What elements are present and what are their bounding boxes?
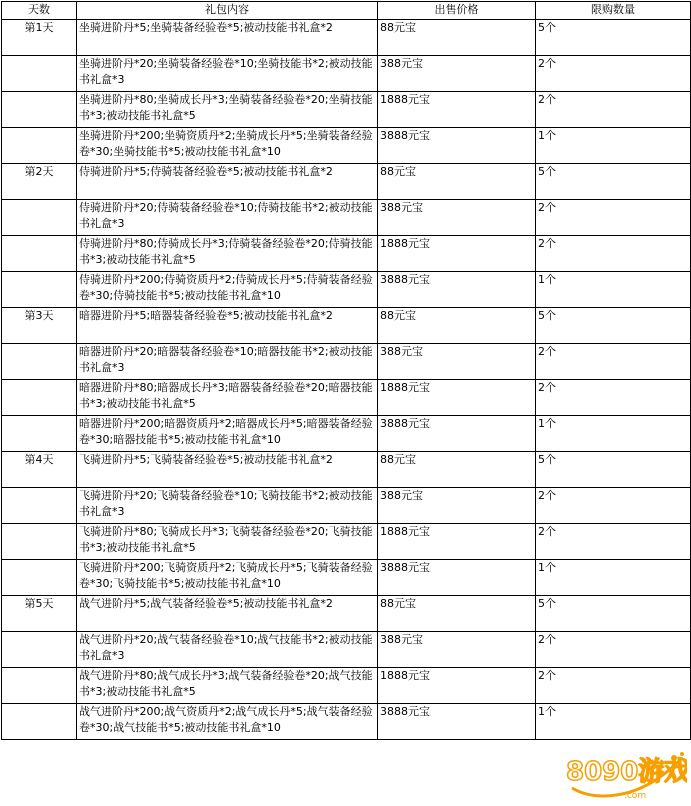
content-cell: 战气进阶丹*20;战气装备经验卷*10;战气技能书*2;被动技能书礼盒*3: [77, 632, 378, 668]
price-cell: 88元宝: [378, 452, 536, 488]
day-cell: [2, 128, 77, 164]
watermark-site-text: .com: [624, 791, 647, 801]
content-cell: 暗器进阶丹*200;暗器资质丹*2;暗器成长丹*5;暗器装备经验卷*30;暗器技能书*5;被动技能书礼盒*10: [77, 416, 378, 452]
site-logo-watermark: [562, 748, 687, 802]
day-cell: [2, 632, 77, 668]
day-cell: [2, 560, 77, 596]
table-row: [2, 560, 691, 596]
table-row: [2, 632, 691, 668]
day-label: 第1天: [24, 21, 54, 34]
gift-package-table: [1, 1, 691, 740]
limit-cell: 1个: [536, 128, 691, 164]
day-label: 第5天: [24, 597, 54, 610]
content-cell: 坐骑进阶丹*20;坐骑装备经验卷*10;坐骑技能书*2;被动技能书礼盒*3: [77, 56, 378, 92]
table-row: [2, 596, 691, 632]
price-cell: 3888元宝: [378, 704, 536, 740]
price-cell: 88元宝: [378, 20, 536, 56]
table-row: [2, 56, 691, 92]
content-cell: 暗器进阶丹*5;暗器装备经验卷*5;被动技能书礼盒*2: [77, 308, 378, 344]
limit-cell: 5个: [536, 596, 691, 632]
limit-cell: 5个: [536, 452, 691, 488]
limit-cell: 2个: [536, 488, 691, 524]
price-cell: 388元宝: [378, 56, 536, 92]
day-cell: [2, 92, 77, 128]
table-row: [2, 20, 691, 56]
price-cell: 3888元宝: [378, 560, 536, 596]
limit-cell: 1个: [536, 560, 691, 596]
header-content: 礼包内容: [77, 2, 378, 20]
content-cell: 侍骑进阶丹*200;侍骑资质丹*2;侍骑成长丹*5;侍骑装备经验卷*30;侍骑技能书*5;被动技能书礼盒*10: [77, 272, 378, 308]
table-row: [2, 164, 691, 200]
day-label: 第2天: [24, 165, 54, 178]
day-cell: [2, 488, 77, 524]
day-cell: [2, 596, 77, 632]
content-cell: 侍骑进阶丹*5;侍骑装备经验卷*5;被动技能书礼盒*2: [77, 164, 378, 200]
content-cell: 飞骑进阶丹*80;飞骑成长丹*3;飞骑装备经验卷*20;飞骑技能书*3;被动技能书礼盒*5: [77, 524, 378, 560]
content-cell: 战气进阶丹*200;战气资质丹*2;战气成长丹*5;战气装备经验卷*30;战气技能书*5;被动技能书礼盒*10: [77, 704, 378, 740]
header-day: 天数: [2, 2, 77, 20]
table-row: [2, 524, 691, 560]
header-price: 出售价格: [378, 2, 536, 20]
table-row: [2, 344, 691, 380]
day-label: 第4天: [24, 453, 54, 466]
table-header-row: [2, 2, 691, 20]
table-row: [2, 200, 691, 236]
table-row: [2, 416, 691, 452]
table-row: [2, 128, 691, 164]
limit-cell: 2个: [536, 56, 691, 92]
limit-cell: 2个: [536, 200, 691, 236]
day-cell: [2, 308, 77, 344]
content-cell: 暗器进阶丹*80;暗器成长丹*3;暗器装备经验卷*20;暗器技能书*3;被动技能书礼盒*5: [77, 380, 378, 416]
day-label: 第3天: [24, 309, 54, 322]
limit-cell: 1个: [536, 416, 691, 452]
content-cell: 侍骑进阶丹*20;侍骑装备经验卷*10;侍骑技能书*2;被动技能书礼盒*3: [77, 200, 378, 236]
price-cell: 88元宝: [378, 596, 536, 632]
day-cell: [2, 164, 77, 200]
content-cell: 侍骑进阶丹*80;侍骑成长丹*3;侍骑装备经验卷*20;侍骑技能书*3;被动技能书礼盒*5: [77, 236, 378, 272]
table-row: [2, 272, 691, 308]
price-cell: 1888元宝: [378, 668, 536, 704]
price-cell: 88元宝: [378, 308, 536, 344]
content-cell: 暗器进阶丹*20;暗器装备经验卷*10;暗器技能书*2;被动技能书礼盒*3: [77, 344, 378, 380]
limit-cell: 1个: [536, 272, 691, 308]
price-cell: 388元宝: [378, 632, 536, 668]
content-cell: 坐骑进阶丹*200;坐骑资质丹*2;坐骑成长丹*5;坐骑装备经验卷*30;坐骑技能书*5;被动技能书礼盒*10: [77, 128, 378, 164]
content-cell: 坐骑进阶丹*5;坐骑装备经验卷*5;被动技能书礼盒*2: [77, 20, 378, 56]
price-cell: 1888元宝: [378, 380, 536, 416]
limit-cell: 2个: [536, 668, 691, 704]
day-cell: [2, 344, 77, 380]
day-cell: [2, 236, 77, 272]
price-cell: 3888元宝: [378, 416, 536, 452]
table-row: [2, 92, 691, 128]
day-cell: [2, 20, 77, 56]
table-row: [2, 488, 691, 524]
header-limit: 限购数量: [536, 2, 691, 20]
content-cell: 飞骑进阶丹*200;飞骑资质丹*2;飞骑成长丹*5;飞骑装备经验卷*30;飞骑技能书*5;被动技能书礼盒*10: [77, 560, 378, 596]
limit-cell: 5个: [536, 20, 691, 56]
limit-cell: 5个: [536, 308, 691, 344]
content-cell: 战气进阶丹*80;战气成长丹*3;战气装备经验卷*20;战气技能书*3;被动技能书礼盒*5: [77, 668, 378, 704]
content-cell: 飞骑进阶丹*5;飞骑装备经验卷*5;被动技能书礼盒*2: [77, 452, 378, 488]
content-cell: 坐骑进阶丹*80;坐骑成长丹*3;坐骑装备经验卷*20;坐骑技能书*3;被动技能书礼盒*5: [77, 92, 378, 128]
price-cell: 1888元宝: [378, 236, 536, 272]
day-cell: [2, 56, 77, 92]
price-cell: 3888元宝: [378, 128, 536, 164]
limit-cell: 2个: [536, 632, 691, 668]
price-cell: 88元宝: [378, 164, 536, 200]
limit-cell: 2个: [536, 380, 691, 416]
table-row: [2, 668, 691, 704]
day-cell: [2, 380, 77, 416]
day-cell: [2, 524, 77, 560]
content-cell: 战气进阶丹*5;战气装备经验卷*5;被动技能书礼盒*2: [77, 596, 378, 632]
day-cell: [2, 704, 77, 740]
price-cell: 388元宝: [378, 344, 536, 380]
price-cell: 1888元宝: [378, 524, 536, 560]
limit-cell: 2个: [536, 236, 691, 272]
content-cell: 飞骑进阶丹*20;飞骑装备经验卷*10;飞骑技能书*2;被动技能书礼盒*3: [77, 488, 378, 524]
price-cell: 388元宝: [378, 488, 536, 524]
day-cell: [2, 668, 77, 704]
table-row: [2, 704, 691, 740]
limit-cell: 2个: [536, 524, 691, 560]
price-cell: 1888元宝: [378, 92, 536, 128]
day-cell: [2, 416, 77, 452]
day-cell: [2, 452, 77, 488]
table-row: [2, 308, 691, 344]
price-cell: 388元宝: [378, 200, 536, 236]
limit-cell: 1个: [536, 704, 691, 740]
day-cell: [2, 200, 77, 236]
limit-cell: 5个: [536, 164, 691, 200]
table-row: [2, 236, 691, 272]
price-cell: 3888元宝: [378, 272, 536, 308]
table-row: [2, 452, 691, 488]
table-row: [2, 380, 691, 416]
limit-cell: 2个: [536, 344, 691, 380]
day-cell: [2, 272, 77, 308]
watermark-logo-text: 8090游戏: [566, 757, 687, 787]
limit-cell: 2个: [536, 92, 691, 128]
